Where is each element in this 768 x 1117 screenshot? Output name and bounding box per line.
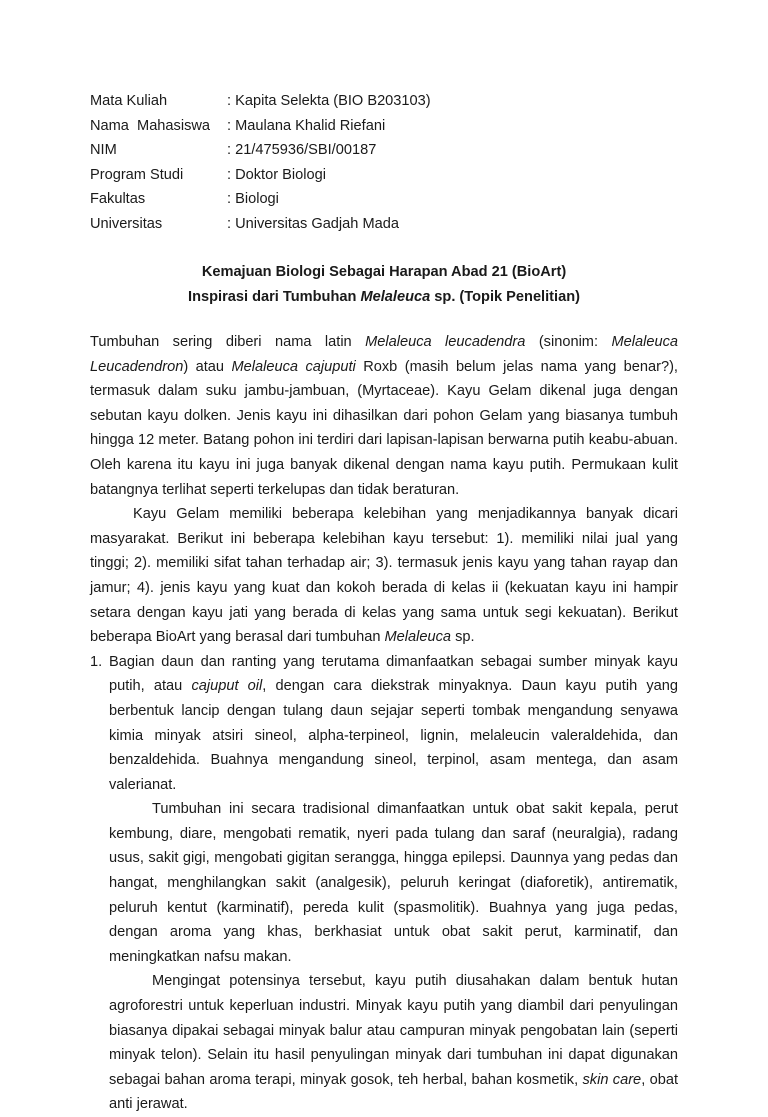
info-row-nim — [90, 138, 431, 163]
list-number: 1. — [90, 653, 103, 670]
document-body — [90, 330, 678, 1117]
info-label: NIM — [90, 142, 117, 159]
document-title — [0, 260, 768, 310]
numbered-list — [90, 650, 678, 1117]
list-item — [90, 650, 678, 1117]
term-italic: skin care — [582, 1071, 642, 1088]
info-value: : Doktor Biologi — [227, 166, 326, 183]
list-paragraph-3 — [109, 969, 678, 1117]
info-value: : Kapita Selekta (BIO B203103) — [227, 93, 431, 109]
info-label: Mata Kuliah — [90, 93, 168, 109]
info-label: Nama Mahasiswa — [90, 117, 211, 134]
text-run: , dengan cara diekstrak minyaknya. Daun kayu putih yang berbentuk lancip dengan tulang daun sejajar seperti tombak mengandung senyawa kimia minyak atsiri sineol, alpha-terpineol, lignin, melaleucin valeraldehida, dan benzaldehida. Buahnya mengandung sineol, terpinol, asam mentega, dan asam valerianat. — [109, 678, 679, 793]
info-value: : Maulana Khalid Riefani — [227, 117, 386, 134]
info-label: Program Studi — [90, 166, 184, 183]
species-name: Melaleuca leucadendra — [365, 334, 526, 350]
text-run: sp. — [451, 629, 475, 646]
title-line-2 — [0, 285, 768, 310]
info-value: : Biologi — [227, 191, 279, 208]
info-row-student-name — [90, 114, 431, 139]
list-paragraph-1 — [109, 650, 678, 798]
text-run: Mengingat potensinya tersebut, kayu putih diusahakan dalam bentuk hutan agroforestri untuk keperluan industri. Minyak kayu putih yang diambil dari penyulingan biasanya dipakai sebagai minyak balur atau campuran minyak pengobatan lain (seperti minyak telon). Selain itu hasil penyulingan minyak dari tumbuhan ini dapat digunakan sebagai bahan aroma terapi, minyak gosok, teh herbal, bahan kosmetik, — [109, 973, 678, 1088]
list-paragraph-2: Tumbuhan ini secara tradisional dimanfaatkan untuk obat sakit kepala, perut kembung, diare, mengobati rematik, nyeri pada tulang dan saraf (neuralgia), radang usus, sakit gigi, mengobati gigitan serangga, hingga epilepsi. Daunnya yang pedas dan hangat, menghilangkan sakit (analgesik), peluruh keringat (diaforetik), antirematik, peluruh kentut (karminatif), pereda kulit (spasmolitik). Buahnya yang juga pedas, dengan aroma yang khas, berkhasiat untuk obat sakit perut, karminatif, dan meningkatkan nafsu makan. — [109, 801, 678, 965]
info-label: Universitas — [90, 215, 163, 232]
text-run: Roxb (masih belum jelas nama yang benar?), termasuk dalam suku jambu-jambuan, (Myrtaceae). Kayu Gelam dikenal juga dengan sebutan kayu dolken. Jenis kayu ini dihasilkan dari pohon Gelam yang biasanya tumbuh hingga 12 meter. Batang pohon ini terdiri dari lapisan-lapisan berwarna putih keabu-abuan. Oleh karena itu kayu ini juga banyak dikenal dengan nama kayu putih. Permukaan kulit batangnya terlihat seperti terkelupas dan tidak beraturan. — [90, 358, 678, 498]
info-row-faculty — [90, 187, 431, 212]
text-run: ) atau — [183, 358, 232, 375]
title-line-1: Kemajuan Biologi Sebagai Harapan Abad 21 (BioArt) — [201, 264, 567, 280]
info-value: : 21/475936/SBI/00187 — [227, 142, 377, 159]
species-name: Melaleuca Leucadendron — [90, 334, 678, 375]
species-name: Melaleuca cajuputi — [231, 358, 356, 375]
student-info-block — [90, 89, 431, 237]
info-row-university — [90, 212, 431, 237]
paragraph-intro — [90, 330, 678, 502]
info-label: Fakultas — [90, 191, 146, 208]
term-italic: cajuput oil — [191, 678, 263, 695]
text-run: (sinonim: — [525, 334, 612, 350]
title-genus-name: Melaleuca — [360, 289, 431, 305]
title-line-2-text: Inspirasi dari Tumbuhan — [188, 289, 361, 305]
info-row-program — [90, 163, 431, 188]
list-item-body — [109, 650, 678, 1117]
info-value: : Universitas Gadjah Mada — [227, 215, 399, 232]
info-row-course — [90, 89, 431, 114]
genus-name: Melaleuca — [384, 629, 452, 646]
text-run: , obat anti jerawat. — [109, 1071, 678, 1113]
text-run: Kayu Gelam memiliki beberapa kelebihan yang menjadikannya banyak dicari masyarakat. Berikut ini beberapa kelebihan kayu tersebut: 1). memiliki nilai jual yang tinggi; 2). memiliki sifat tahan terhadap air; 3). termasuk jenis kayu yang tahan rayap dan jamur; 4). jenis kayu yang kuat dan kokoh berada di kelas ii (kekuatan kayu ini hampir setara dengan kayu jati yang berada di kelas yang sama untuk segi kekuatan). Berikut beberapa BioArt yang berasal dari tumbuhan — [90, 506, 678, 646]
text-run: Bagian daun dan ranting yang terutama dimanfaatkan sebagai sumber minyak kayu putih, atau — [109, 653, 678, 695]
title-line-2-text-end: sp. (Topik Penelitian) — [430, 289, 580, 305]
text-run: Tumbuhan sering diberi nama latin — [90, 334, 366, 350]
paragraph-advantages — [90, 502, 678, 650]
